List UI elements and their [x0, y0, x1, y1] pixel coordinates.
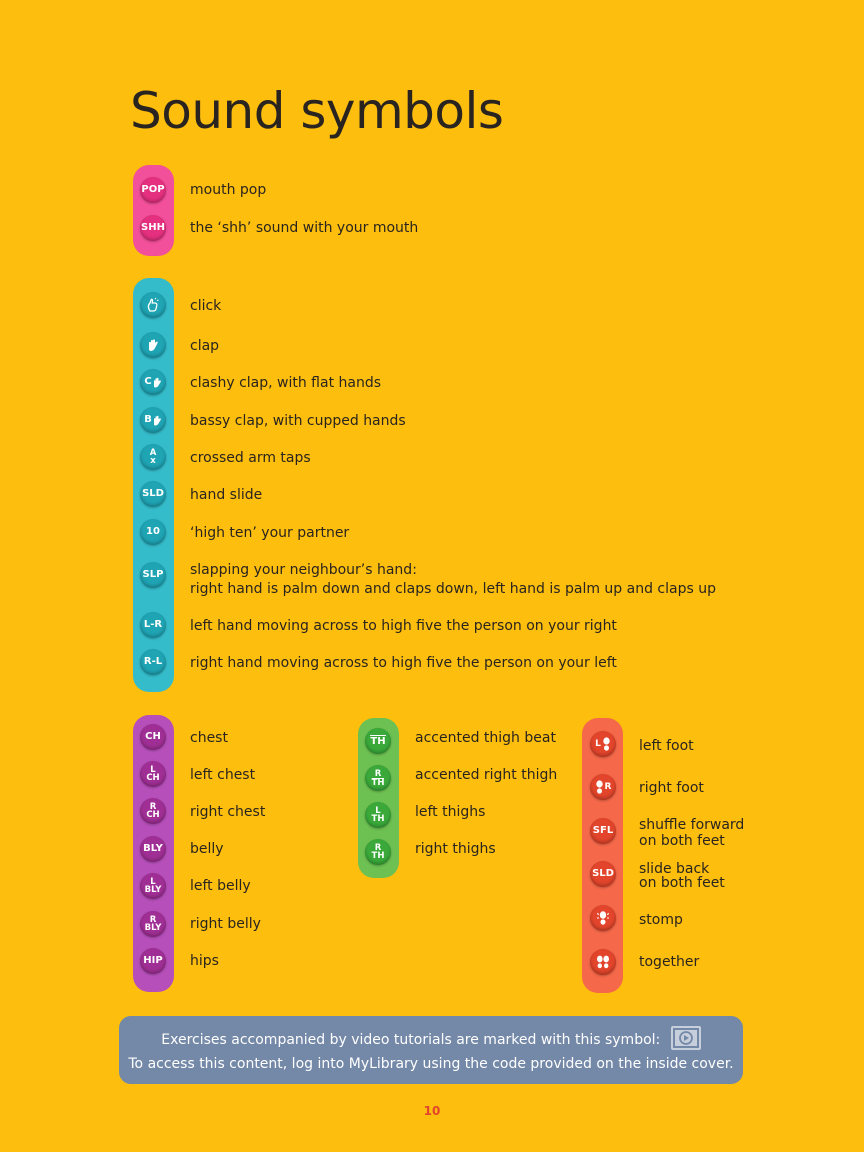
page-number: 10 [423, 1104, 441, 1118]
shh-label: the ‘shh’ sound with your mouth [190, 220, 419, 236]
hand-slide-symbol: SLD [140, 481, 166, 507]
accented-right-thigh-symbol: R TH [365, 765, 391, 791]
high-ten-label: ‘high ten’ your partner [190, 525, 350, 541]
together-label: together [639, 954, 700, 970]
left-chest-label: left chest [190, 767, 256, 783]
left-thighs-symbol: L TH [365, 802, 391, 828]
right-belly-symbol: R BLY [140, 911, 166, 937]
left-chest-symbol: L CH [140, 761, 166, 787]
video-play-icon [671, 1026, 701, 1050]
crossed-arm-symbol: A x [140, 444, 166, 470]
click-label: click [190, 298, 222, 314]
slide-back-label: slide back on both feet [639, 861, 725, 891]
right-chest-symbol: R CH [140, 798, 166, 824]
clashy-clap-label: clashy clap, with flat hands [190, 375, 382, 391]
info-line-1 [119, 1028, 743, 1052]
chest-symbol: CH [140, 724, 166, 750]
slap-symbol: SLP [140, 562, 166, 588]
clashy-clap-icon [140, 369, 166, 395]
clap-label: clap [190, 338, 220, 354]
hips-label: hips [190, 953, 219, 969]
page-title: Sound symbols [130, 82, 504, 140]
chest-label: chest [190, 730, 228, 746]
right-chest-label: right chest [190, 804, 266, 820]
accented-thigh-label: accented thigh beat [415, 730, 556, 746]
pop-symbol: POP [140, 177, 166, 203]
video-info-box [119, 1016, 743, 1084]
stomp-label: stomp [639, 912, 683, 928]
right-thighs-symbol: R TH [365, 839, 391, 865]
belly-label: belly [190, 841, 224, 857]
info-line-1-text: Exercises accompanied by video tutorials are marked with this symbol: [161, 1032, 661, 1048]
bassy-clap-letter: B [144, 414, 152, 425]
left-foot-label: left foot [639, 738, 694, 754]
right-belly-label: right belly [190, 916, 261, 932]
right-foot-label: right foot [639, 780, 704, 796]
belly-symbol: BLY [140, 836, 166, 862]
left-thighs-label: left thighs [415, 804, 486, 820]
click-hand-icon [140, 292, 166, 318]
hips-symbol: HIP [140, 948, 166, 974]
accented-right-thigh-label: accented right thigh [415, 767, 558, 783]
right-left-symbol: R-L [140, 649, 166, 675]
high-ten-symbol: 10 [140, 519, 166, 545]
stomp-icon [590, 905, 616, 931]
hand-slide-label: hand slide [190, 487, 263, 503]
slap-label: slapping your neighbour’s hand: right hand is palm down and claps down, left hand is palm up and claps up [190, 562, 716, 597]
crossed-arm-label: crossed arm taps [190, 450, 311, 466]
left-right-symbol: L-R [140, 612, 166, 638]
right-foot-icon: R [590, 774, 616, 800]
accented-thigh-symbol: TH [365, 728, 391, 754]
together-feet-icon [590, 949, 616, 975]
right-thighs-label: right thighs [415, 841, 496, 857]
left-belly-symbol: L BLY [140, 873, 166, 899]
clap-hand-icon [140, 332, 166, 358]
left-belly-label: left belly [190, 878, 251, 894]
info-line-2: To access this content, log into MyLibrary using the code provided on the inside cover. [128, 1056, 734, 1072]
shuffle-forward-symbol: SFL [590, 818, 616, 844]
left-foot-icon: L [590, 731, 616, 757]
clashy-clap-letter: C [144, 376, 152, 387]
bassy-clap-icon [140, 407, 166, 433]
shuffle-forward-label: shuffle forward on both feet [639, 817, 745, 849]
right-left-label: right hand moving across to high five the person on your left [190, 655, 617, 671]
shh-symbol: SHH [140, 215, 166, 241]
mouth-pop-label: mouth pop [190, 182, 267, 198]
slide-back-symbol: SLD [590, 861, 616, 887]
left-right-label: left hand moving across to high five the person on your right [190, 618, 617, 634]
bassy-clap-label: bassy clap, with cupped hands [190, 413, 406, 429]
